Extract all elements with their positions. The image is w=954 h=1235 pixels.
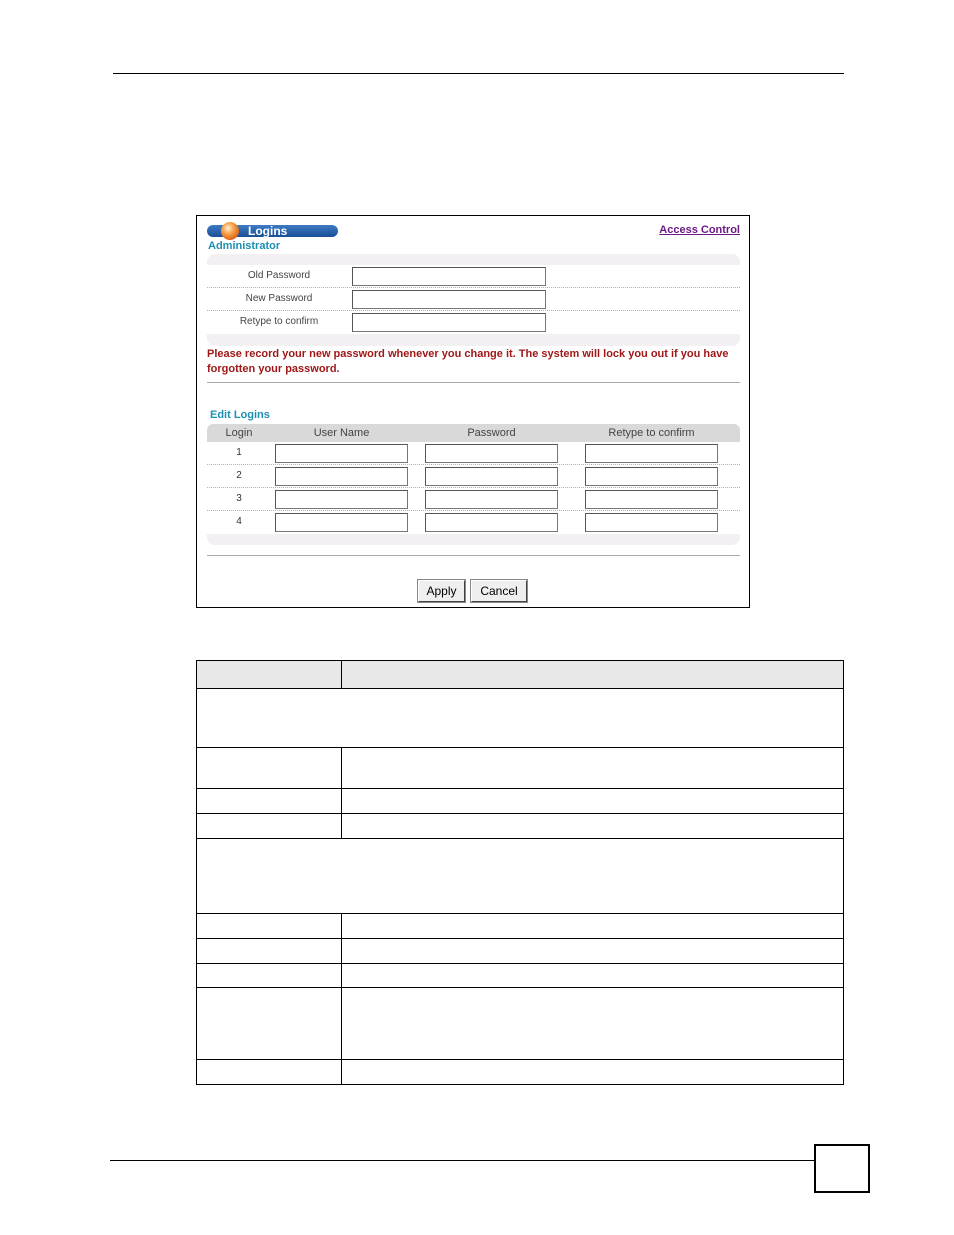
user-name-input[interactable] — [275, 490, 408, 509]
table-row — [207, 488, 740, 511]
access-control-link[interactable]: Access Control — [659, 224, 740, 236]
screen-title: Logins — [248, 224, 288, 238]
col-password: Password — [467, 427, 516, 439]
table-row — [207, 465, 740, 488]
login-password-input[interactable] — [425, 513, 558, 532]
administrator-panel — [207, 254, 740, 346]
table-row — [197, 814, 844, 839]
table-row — [197, 689, 844, 748]
login-number: 4 — [236, 516, 242, 527]
table-row — [197, 964, 844, 988]
apply-button[interactable]: Apply — [418, 580, 465, 602]
table-row — [197, 839, 844, 914]
new-password-input[interactable] — [352, 290, 546, 309]
table-row — [197, 988, 844, 1060]
table-row — [207, 442, 740, 465]
login-number: 2 — [236, 470, 242, 481]
new-password-label: New Password — [245, 293, 313, 304]
login-password-input[interactable] — [425, 467, 558, 486]
edit-logins-footer — [207, 534, 740, 545]
table-header-row — [197, 661, 844, 689]
user-name-input[interactable] — [275, 467, 408, 486]
cancel-button[interactable]: Cancel — [471, 580, 527, 602]
login-password-input[interactable] — [425, 444, 558, 463]
divider — [207, 555, 740, 556]
table-row — [197, 789, 844, 814]
col-retype: Retype to confirm — [608, 427, 695, 439]
user-name-input[interactable] — [275, 444, 408, 463]
old-password-row — [207, 265, 740, 288]
login-retype-input[interactable] — [585, 467, 718, 486]
retype-password-label: Retype to confirm — [239, 316, 319, 327]
login-number: 3 — [236, 493, 242, 504]
login-retype-input[interactable] — [585, 513, 718, 532]
orb-icon — [221, 222, 239, 240]
footer-rule — [110, 1160, 814, 1161]
login-retype-input[interactable] — [585, 444, 718, 463]
user-name-input[interactable] — [275, 513, 408, 532]
login-retype-input[interactable] — [585, 490, 718, 509]
administrator-heading: Administrator — [208, 240, 281, 252]
retype-password-input[interactable] — [352, 313, 546, 332]
logins-screenshot — [196, 215, 750, 608]
old-password-label: Old Password — [247, 270, 311, 281]
table-row — [197, 1060, 844, 1085]
col-user-name: User Name — [313, 427, 370, 439]
table-row — [197, 939, 844, 964]
password-warning: Please record your new password whenever you change it. The system will lock you out if you have forgotten your password. — [207, 348, 729, 375]
edit-logins-heading: Edit Logins — [210, 409, 270, 421]
col-login: Login — [225, 427, 253, 439]
logins-title-bar — [207, 225, 338, 237]
table-row — [197, 748, 844, 789]
page-number-box — [814, 1144, 870, 1193]
login-password-input[interactable] — [425, 490, 558, 509]
edit-logins-header — [207, 424, 740, 442]
divider — [207, 382, 740, 383]
new-password-row — [207, 288, 740, 311]
description-table — [196, 660, 844, 1085]
header-rule — [113, 73, 844, 74]
table-row — [197, 914, 844, 939]
login-number: 1 — [236, 447, 242, 458]
retype-password-row — [207, 311, 740, 334]
table-row — [207, 511, 740, 534]
old-password-input[interactable] — [352, 267, 546, 286]
